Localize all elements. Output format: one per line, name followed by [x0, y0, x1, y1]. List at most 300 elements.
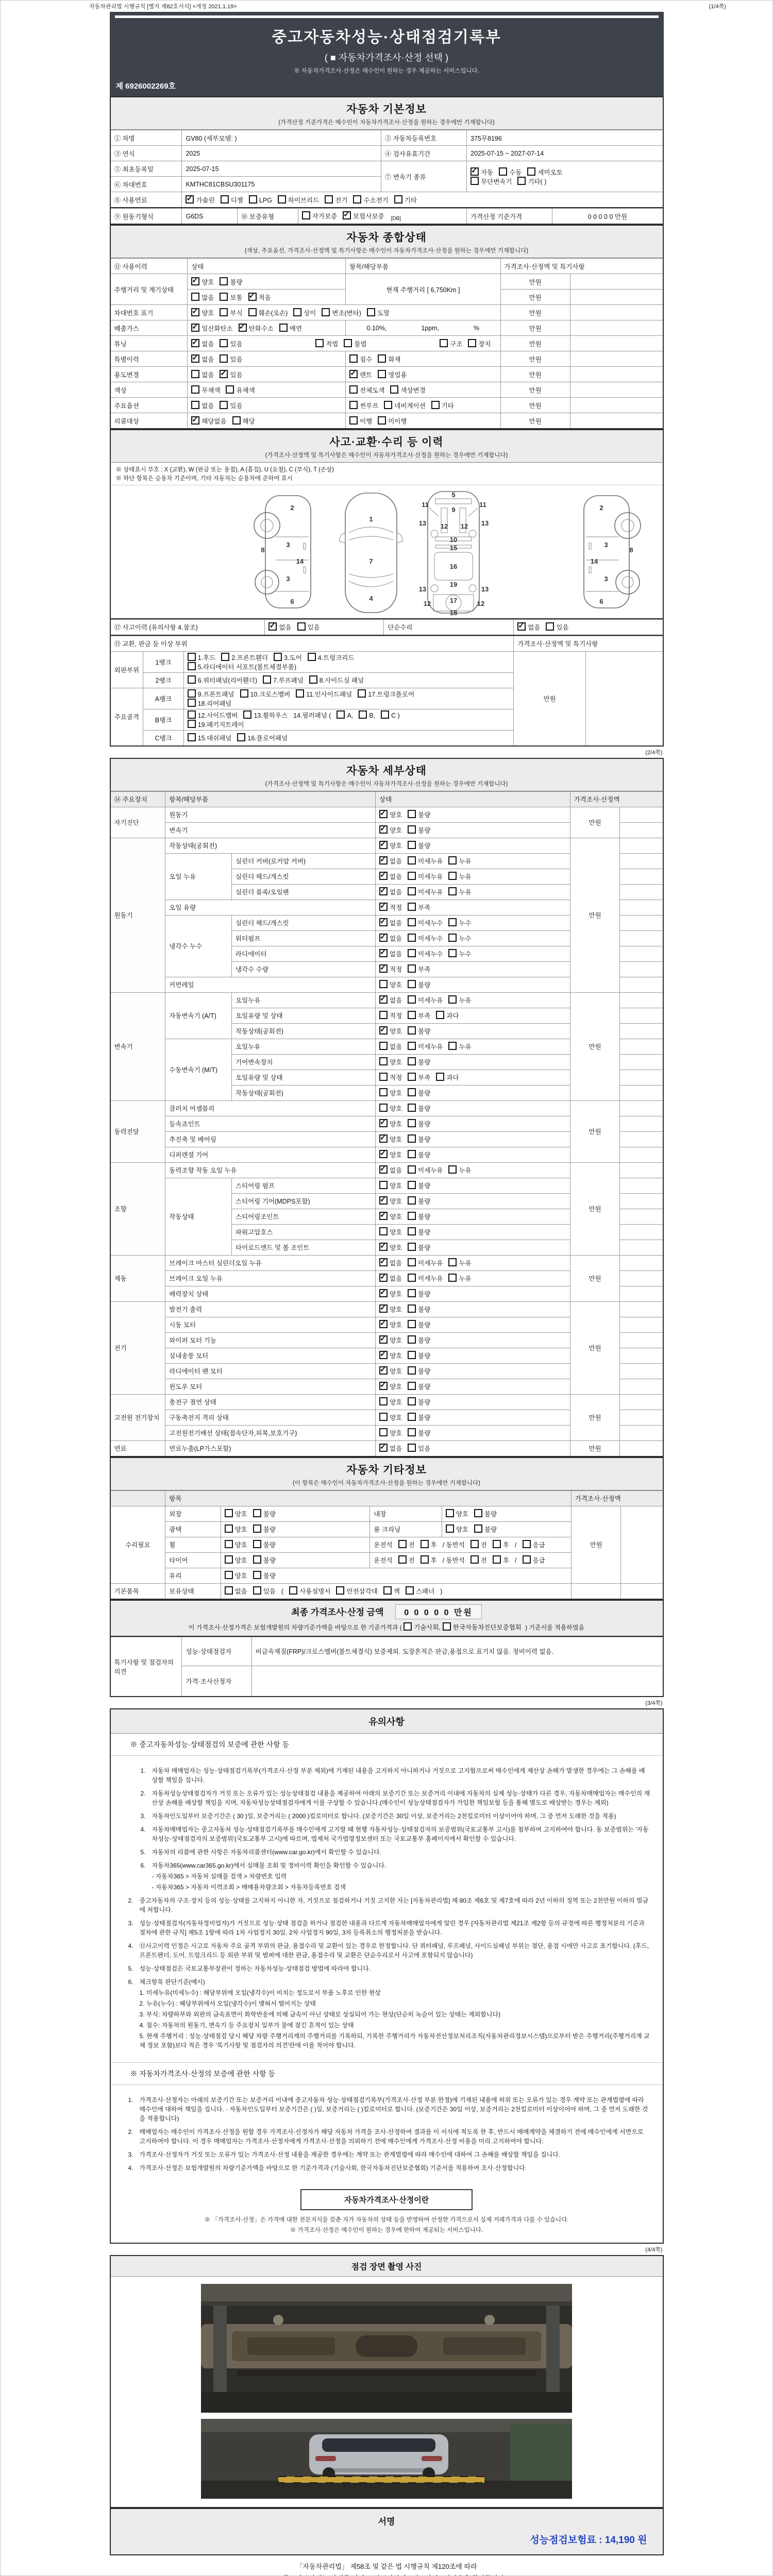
checkbox[interactable] — [379, 1274, 388, 1282]
checkbox[interactable] — [344, 339, 352, 347]
checkbox-label: 후 — [502, 1541, 510, 1549]
checkbox[interactable] — [379, 1227, 388, 1235]
checkbox[interactable] — [379, 1243, 388, 1251]
checkbox[interactable] — [379, 1382, 388, 1390]
item-cell: 워터펌프 — [232, 930, 376, 946]
checkbox[interactable] — [343, 211, 351, 219]
checkbox[interactable] — [493, 1555, 501, 1564]
checkbox[interactable] — [408, 1444, 416, 1452]
checkbox[interactable] — [448, 995, 457, 1004]
checkbox[interactable] — [274, 653, 282, 661]
checkbox[interactable] — [379, 1119, 388, 1127]
item-cell: 동력조향 작동 오일 누유 — [165, 1162, 376, 1178]
checkbox[interactable] — [384, 401, 392, 409]
checkbox[interactable] — [470, 167, 479, 176]
checkbox[interactable] — [379, 1181, 388, 1189]
checkbox[interactable] — [379, 1366, 388, 1375]
note-cell — [620, 822, 663, 838]
checkbox[interactable] — [408, 1366, 416, 1375]
checkbox[interactable] — [523, 1555, 531, 1564]
checkbox[interactable] — [191, 339, 199, 347]
checkbox[interactable] — [349, 370, 358, 378]
checkbox[interactable] — [253, 1571, 261, 1579]
checkbox[interactable] — [408, 1382, 416, 1390]
checkbox[interactable] — [446, 1524, 454, 1533]
state-cell — [376, 1147, 570, 1162]
checkbox[interactable] — [408, 1335, 416, 1344]
checkbox[interactable] — [408, 1289, 416, 1297]
checkbox[interactable] — [349, 416, 358, 425]
price-appraisal-notes: ※ 「가격조사·산정」은 가격에 대한 전문지식을 갖춘 자가 자동차의 상태 등을 반영하여 산정한 가격으로서 실제 거래가격과 다를 수 있습니다. ※ 가격조사·산정은 매수인이 원하는 경우에 한하여 제공되는 서비스입니다. — [204, 2217, 569, 2233]
checkbox[interactable] — [220, 339, 228, 347]
checkbox[interactable] — [379, 1258, 388, 1266]
checkbox[interactable] — [221, 653, 229, 661]
checkbox[interactable] — [448, 1165, 457, 1174]
checkbox[interactable] — [408, 1243, 416, 1251]
note-cell — [620, 1162, 663, 1178]
checkbox[interactable] — [191, 416, 199, 425]
checkbox[interactable] — [408, 1258, 416, 1266]
section-title: 자동차 기본정보 — [346, 104, 427, 115]
checkbox[interactable] — [379, 887, 388, 895]
state-cell — [376, 1270, 570, 1286]
checkbox[interactable] — [225, 1555, 233, 1564]
field-label: ② 자동차등록번호 — [381, 130, 466, 146]
item-cell: 브레이크 마스터 실린더오일 누유 — [165, 1255, 376, 1270]
detail-row — [110, 807, 663, 822]
checkbox-label: 적정 — [390, 1012, 402, 1020]
checkbox[interactable] — [470, 1555, 479, 1564]
checkbox[interactable] — [493, 1540, 501, 1548]
checkbox-label: 잭 — [393, 1588, 400, 1595]
checkbox[interactable] — [379, 841, 388, 849]
checkbox-label: 없음 — [390, 1043, 402, 1050]
checkbox[interactable] — [353, 195, 361, 204]
checkbox-label: 상이 — [304, 309, 316, 317]
checkbox[interactable] — [188, 699, 196, 707]
checkbox[interactable] — [408, 1165, 416, 1174]
checkbox[interactable] — [379, 1397, 388, 1405]
state-cell — [376, 1054, 570, 1070]
checkbox-option — [221, 653, 268, 662]
checkbox-label: 있음 — [263, 1588, 276, 1595]
checkbox-label: 2.프론트휀더 — [231, 654, 268, 662]
checkbox[interactable] — [408, 1227, 416, 1235]
checkbox[interactable] — [379, 980, 388, 988]
checkbox-option — [379, 964, 402, 974]
checkbox-label: 무단변속기 — [481, 178, 512, 185]
checkbox[interactable] — [378, 354, 386, 363]
checkbox[interactable] — [378, 370, 386, 378]
checkbox[interactable] — [188, 653, 196, 661]
panel-number-label: 4 — [368, 594, 373, 602]
checkbox[interactable] — [220, 277, 228, 285]
checkbox[interactable] — [378, 416, 386, 425]
checkbox[interactable] — [408, 1057, 416, 1065]
checkbox[interactable] — [408, 995, 416, 1004]
checkbox[interactable] — [398, 1540, 407, 1548]
checkbox[interactable] — [546, 622, 554, 631]
checkbox-group — [188, 320, 346, 336]
item-cell: 라디에이터 — [232, 946, 376, 961]
checkbox[interactable] — [406, 1586, 414, 1595]
checkbox[interactable] — [448, 949, 457, 957]
checkbox[interactable] — [408, 856, 416, 865]
checkbox[interactable] — [379, 903, 388, 911]
checkbox-group — [514, 619, 663, 635]
note-cell — [620, 992, 663, 1008]
checkbox[interactable] — [468, 339, 476, 347]
checkbox[interactable] — [470, 177, 479, 185]
checkbox[interactable] — [421, 1555, 429, 1564]
checkbox-group — [346, 351, 500, 367]
checkbox[interactable] — [289, 1586, 297, 1595]
checkbox[interactable] — [225, 1586, 233, 1595]
checkbox[interactable] — [408, 1088, 416, 1096]
checkbox[interactable] — [379, 1042, 388, 1050]
checkbox[interactable] — [443, 1622, 451, 1631]
checkbox-option — [337, 710, 353, 719]
checkbox[interactable] — [379, 872, 388, 880]
checkbox-option — [470, 1555, 487, 1565]
checkbox[interactable] — [191, 370, 199, 378]
checkbox[interactable] — [379, 1088, 388, 1096]
checkbox[interactable] — [379, 964, 388, 973]
checkbox[interactable] — [349, 354, 358, 363]
checkbox[interactable] — [379, 1150, 388, 1158]
panel-number-label: 2 — [599, 503, 603, 512]
row-label: 외장 — [165, 1506, 221, 1521]
checkbox[interactable] — [408, 949, 416, 957]
checkbox[interactable] — [448, 1274, 457, 1282]
checkbox-label: 양호 — [390, 811, 402, 819]
checkbox[interactable] — [248, 308, 257, 316]
checkbox[interactable] — [188, 710, 196, 719]
confirmation-statement: 「자동차관리법」 제58조 및 같은 법 시행규칙 제120조에 따라 — [296, 2563, 477, 2571]
checkbox[interactable] — [226, 385, 234, 394]
checkbox[interactable] — [253, 1524, 261, 1533]
checkbox[interactable] — [448, 872, 457, 880]
checkbox[interactable] — [408, 1397, 416, 1405]
panel-number-label: 8 — [629, 546, 633, 554]
mw-cell: 만원 — [570, 1394, 620, 1440]
checkbox[interactable] — [390, 385, 398, 394]
checkbox-label: 불량 — [418, 1352, 431, 1360]
document-subtitle: ( ■ 자동차가격조사·산정 선택 ) — [324, 53, 449, 63]
remark-cell — [570, 351, 663, 367]
checkbox[interactable] — [240, 689, 248, 698]
checkbox[interactable] — [225, 1509, 233, 1517]
checkbox[interactable] — [253, 1540, 261, 1548]
note-cell — [620, 807, 663, 822]
checkbox[interactable] — [408, 1104, 416, 1112]
checkbox[interactable] — [448, 918, 457, 926]
row-label: 튜닝 — [110, 336, 188, 351]
checkbox-label: 사용설명서 — [299, 1588, 331, 1595]
final-price-note: 이 가격조사·산정가격은 보험개발원의 차량기준가액을 바탕으로 한 기준가격과 ( 기술사회, 한국자동차진단보증협회 ) 기준서를 적용하였음 — [111, 1622, 663, 1632]
checkbox[interactable] — [379, 1057, 388, 1065]
checkbox-label: 4.트렁크리드 — [317, 654, 355, 662]
checkbox-option — [220, 308, 242, 317]
checkbox[interactable] — [383, 1586, 392, 1595]
emission-values: 0.10%, 1ppm, % — [346, 320, 500, 336]
checkbox[interactable] — [191, 385, 199, 394]
checkbox-group — [221, 1552, 370, 1568]
checkbox[interactable] — [248, 293, 257, 301]
checkbox[interactable] — [220, 401, 228, 409]
checkbox[interactable] — [408, 903, 416, 911]
checkbox[interactable] — [408, 1150, 416, 1158]
checkbox[interactable] — [517, 622, 526, 631]
state-cell — [376, 1425, 570, 1440]
checkbox[interactable] — [191, 293, 199, 301]
checkbox[interactable] — [243, 710, 251, 719]
checkbox[interactable] — [225, 1524, 233, 1533]
checkbox[interactable] — [474, 1524, 482, 1533]
checkbox[interactable] — [404, 1622, 412, 1631]
checkbox[interactable] — [308, 653, 316, 661]
checkbox[interactable] — [448, 856, 457, 865]
checkbox[interactable] — [408, 1073, 416, 1081]
checkbox[interactable] — [191, 354, 199, 363]
item-cell: 오일누유 — [232, 992, 376, 1008]
page-meta — [1, 1, 772, 12]
field-label: ⑩ 보증유형 — [237, 209, 298, 225]
checkbox[interactable] — [220, 354, 228, 363]
checkbox-option — [378, 354, 400, 364]
checkbox-label: 없음 — [201, 402, 214, 410]
checkbox-label: 없음 — [528, 624, 541, 631]
checkbox[interactable] — [349, 401, 358, 409]
checkbox[interactable] — [379, 825, 388, 834]
checkbox[interactable] — [249, 195, 257, 204]
checkbox[interactable] — [349, 385, 358, 394]
checkbox[interactable] — [379, 856, 388, 865]
checkbox[interactable] — [527, 167, 535, 176]
checkbox[interactable] — [408, 1413, 416, 1421]
field-label: ④ 검사유효기간 — [381, 146, 466, 161]
checkbox[interactable] — [379, 810, 388, 818]
checkbox[interactable] — [379, 1026, 388, 1035]
checkbox-group — [188, 720, 510, 729]
checkbox[interactable] — [499, 167, 507, 176]
checkbox[interactable] — [188, 662, 196, 670]
checkbox[interactable] — [220, 308, 228, 316]
checkbox[interactable] — [268, 622, 277, 631]
checkbox-option — [253, 1524, 276, 1534]
checkbox[interactable] — [421, 1540, 429, 1548]
checkbox[interactable] — [296, 689, 304, 698]
row-label: 주요옵션 — [110, 398, 188, 413]
checkbox[interactable] — [379, 1351, 388, 1359]
checkbox[interactable] — [337, 710, 345, 719]
checkbox[interactable] — [225, 1540, 233, 1548]
checkbox[interactable] — [359, 710, 367, 719]
checkbox[interactable] — [474, 1509, 482, 1517]
checkbox[interactable] — [408, 1119, 416, 1127]
checkbox-option — [237, 733, 288, 742]
checkbox[interactable] — [408, 934, 416, 942]
checkbox[interactable] — [253, 1555, 261, 1564]
checkbox[interactable] — [220, 293, 228, 301]
checkbox[interactable] — [408, 1042, 416, 1050]
checkbox[interactable] — [309, 675, 317, 684]
checkbox[interactable] — [293, 308, 301, 316]
checkbox[interactable] — [408, 1011, 416, 1019]
checkbox-label: 없음 — [390, 1167, 402, 1174]
checkbox[interactable] — [336, 1586, 344, 1595]
checkbox-option — [408, 1212, 430, 1221]
checkbox[interactable] — [379, 1011, 388, 1019]
checkbox[interactable] — [325, 195, 333, 204]
checkbox[interactable] — [379, 1165, 388, 1174]
checkbox[interactable] — [379, 1104, 388, 1112]
panel-number-label: 13 — [481, 519, 489, 527]
checkbox[interactable] — [253, 1509, 261, 1517]
checkbox[interactable] — [408, 1428, 416, 1436]
checkbox-label: 미세누유 — [418, 1167, 443, 1174]
checkbox-label: 누유 — [459, 997, 472, 1004]
checkbox[interactable] — [408, 1351, 416, 1359]
checkbox[interactable] — [431, 401, 440, 409]
checkbox[interactable] — [523, 1540, 531, 1548]
checkbox[interactable] — [379, 1320, 388, 1328]
checkbox[interactable] — [408, 1134, 416, 1143]
checkbox[interactable] — [358, 689, 366, 698]
mw-cell: 만원 — [570, 1100, 620, 1162]
checkbox[interactable] — [263, 675, 271, 684]
checkbox[interactable] — [381, 710, 389, 719]
checkbox[interactable] — [379, 1304, 388, 1313]
checkbox[interactable] — [186, 195, 194, 204]
checkbox[interactable] — [239, 324, 247, 332]
checkbox[interactable] — [398, 1555, 407, 1564]
checkbox[interactable] — [440, 339, 448, 347]
checkbox[interactable] — [191, 324, 199, 332]
checkbox-option — [527, 167, 562, 177]
checkbox[interactable] — [367, 308, 375, 316]
checkbox[interactable] — [379, 1289, 388, 1297]
checkbox[interactable] — [188, 733, 196, 741]
checkbox[interactable] — [191, 277, 199, 285]
checkbox[interactable] — [408, 1026, 416, 1035]
checkbox[interactable] — [408, 887, 416, 895]
checkbox[interactable] — [408, 841, 416, 849]
checkbox[interactable] — [448, 887, 457, 895]
checkbox[interactable] — [191, 401, 199, 409]
checkbox[interactable] — [379, 918, 388, 926]
checkbox[interactable] — [379, 1444, 388, 1452]
notice-item: 3. 성능·상태점검자(자동차정비업자)가 거짓으로 성능·상태 점검을 하거나 점검한 내용과 다르게 자동차매매업자에게 알린 경우 [자동차관리법 제21조 제2항 등의 규정에 따른 행정처분의 기준과 절차에 관한 규칙] 제5조 1항에 따라 1차 사업정지 30일, 2차 사업정지 90일, 3차 등록취소의 행정처분을 받습니다. — [128, 1920, 645, 1936]
checkbox[interactable] — [408, 1196, 416, 1205]
panel-number-label: 12 — [423, 599, 431, 607]
checkbox[interactable] — [408, 1274, 416, 1282]
checkbox[interactable] — [408, 918, 416, 926]
checkbox[interactable] — [220, 370, 228, 378]
checkbox[interactable] — [379, 1073, 388, 1081]
checkbox[interactable] — [448, 934, 457, 942]
checkbox[interactable] — [191, 308, 199, 316]
checkbox[interactable] — [237, 733, 245, 741]
checkbox[interactable] — [408, 964, 416, 973]
checkbox[interactable] — [379, 1212, 388, 1220]
checkbox-option — [408, 1258, 443, 1267]
checkbox[interactable] — [408, 810, 416, 818]
checkbox[interactable] — [188, 720, 196, 728]
checkbox[interactable] — [322, 308, 330, 316]
checkbox-option — [408, 872, 443, 881]
checkbox[interactable] — [278, 195, 286, 204]
checkbox[interactable] — [448, 1258, 457, 1266]
checkbox[interactable] — [225, 1571, 233, 1579]
checkbox[interactable] — [436, 1011, 444, 1019]
checkbox-option — [302, 211, 337, 221]
checkbox[interactable] — [446, 1509, 454, 1517]
checkbox-option — [408, 1026, 430, 1036]
checkbox-option — [448, 1165, 471, 1175]
checkbox-option — [523, 1555, 545, 1565]
checkbox[interactable] — [315, 339, 324, 347]
checkbox-option — [349, 354, 372, 364]
checkbox[interactable] — [188, 689, 196, 698]
checkbox[interactable] — [297, 622, 306, 631]
checkbox[interactable] — [436, 1073, 444, 1081]
rank-label: 2랭크 — [143, 672, 183, 688]
checkbox[interactable] — [379, 995, 388, 1004]
checkbox[interactable] — [379, 1134, 388, 1143]
checkbox[interactable] — [279, 324, 288, 332]
checkbox-option — [446, 1509, 468, 1518]
dev-cell: 조향 — [110, 1162, 165, 1255]
checkbox-label: 불량 — [418, 1151, 431, 1159]
checkbox[interactable] — [379, 949, 388, 957]
checkbox[interactable] — [379, 1428, 388, 1436]
checkbox[interactable] — [188, 675, 196, 684]
checkbox[interactable] — [408, 1304, 416, 1313]
checkbox[interactable] — [408, 872, 416, 880]
checkbox[interactable] — [253, 1586, 261, 1595]
checkbox-label: 적법 — [326, 340, 339, 348]
checkbox[interactable] — [408, 1320, 416, 1328]
checkbox[interactable] — [394, 195, 402, 204]
checkbox[interactable] — [379, 1413, 388, 1421]
checkbox[interactable] — [470, 1540, 479, 1548]
checkbox-group — [188, 653, 510, 662]
checkbox[interactable] — [448, 1042, 457, 1050]
checkbox[interactable] — [232, 416, 241, 425]
checkbox[interactable] — [302, 211, 310, 219]
checkbox[interactable] — [408, 980, 416, 988]
checkbox-label: 탄화수소 — [248, 325, 274, 332]
checkbox-group — [221, 1583, 571, 1599]
checkbox-label: 이행 — [360, 417, 373, 425]
checkbox[interactable] — [517, 177, 526, 185]
checkbox[interactable] — [408, 1181, 416, 1189]
checkbox-option — [379, 995, 402, 1005]
checkbox-option — [379, 1304, 402, 1314]
item-cell: 구동축전지 격리 상태 — [165, 1410, 376, 1425]
checkbox-label: 누수 — [459, 935, 472, 942]
checkbox-label: 15.대쉬패널 — [197, 735, 232, 742]
checkbox-option — [220, 293, 242, 302]
checkbox[interactable] — [408, 825, 416, 834]
checkbox[interactable] — [408, 1212, 416, 1220]
checkbox[interactable] — [221, 195, 229, 204]
checkbox[interactable] — [379, 934, 388, 942]
checkbox[interactable] — [379, 1196, 388, 1205]
checkbox[interactable] — [379, 1335, 388, 1344]
state-cell — [376, 1039, 570, 1054]
